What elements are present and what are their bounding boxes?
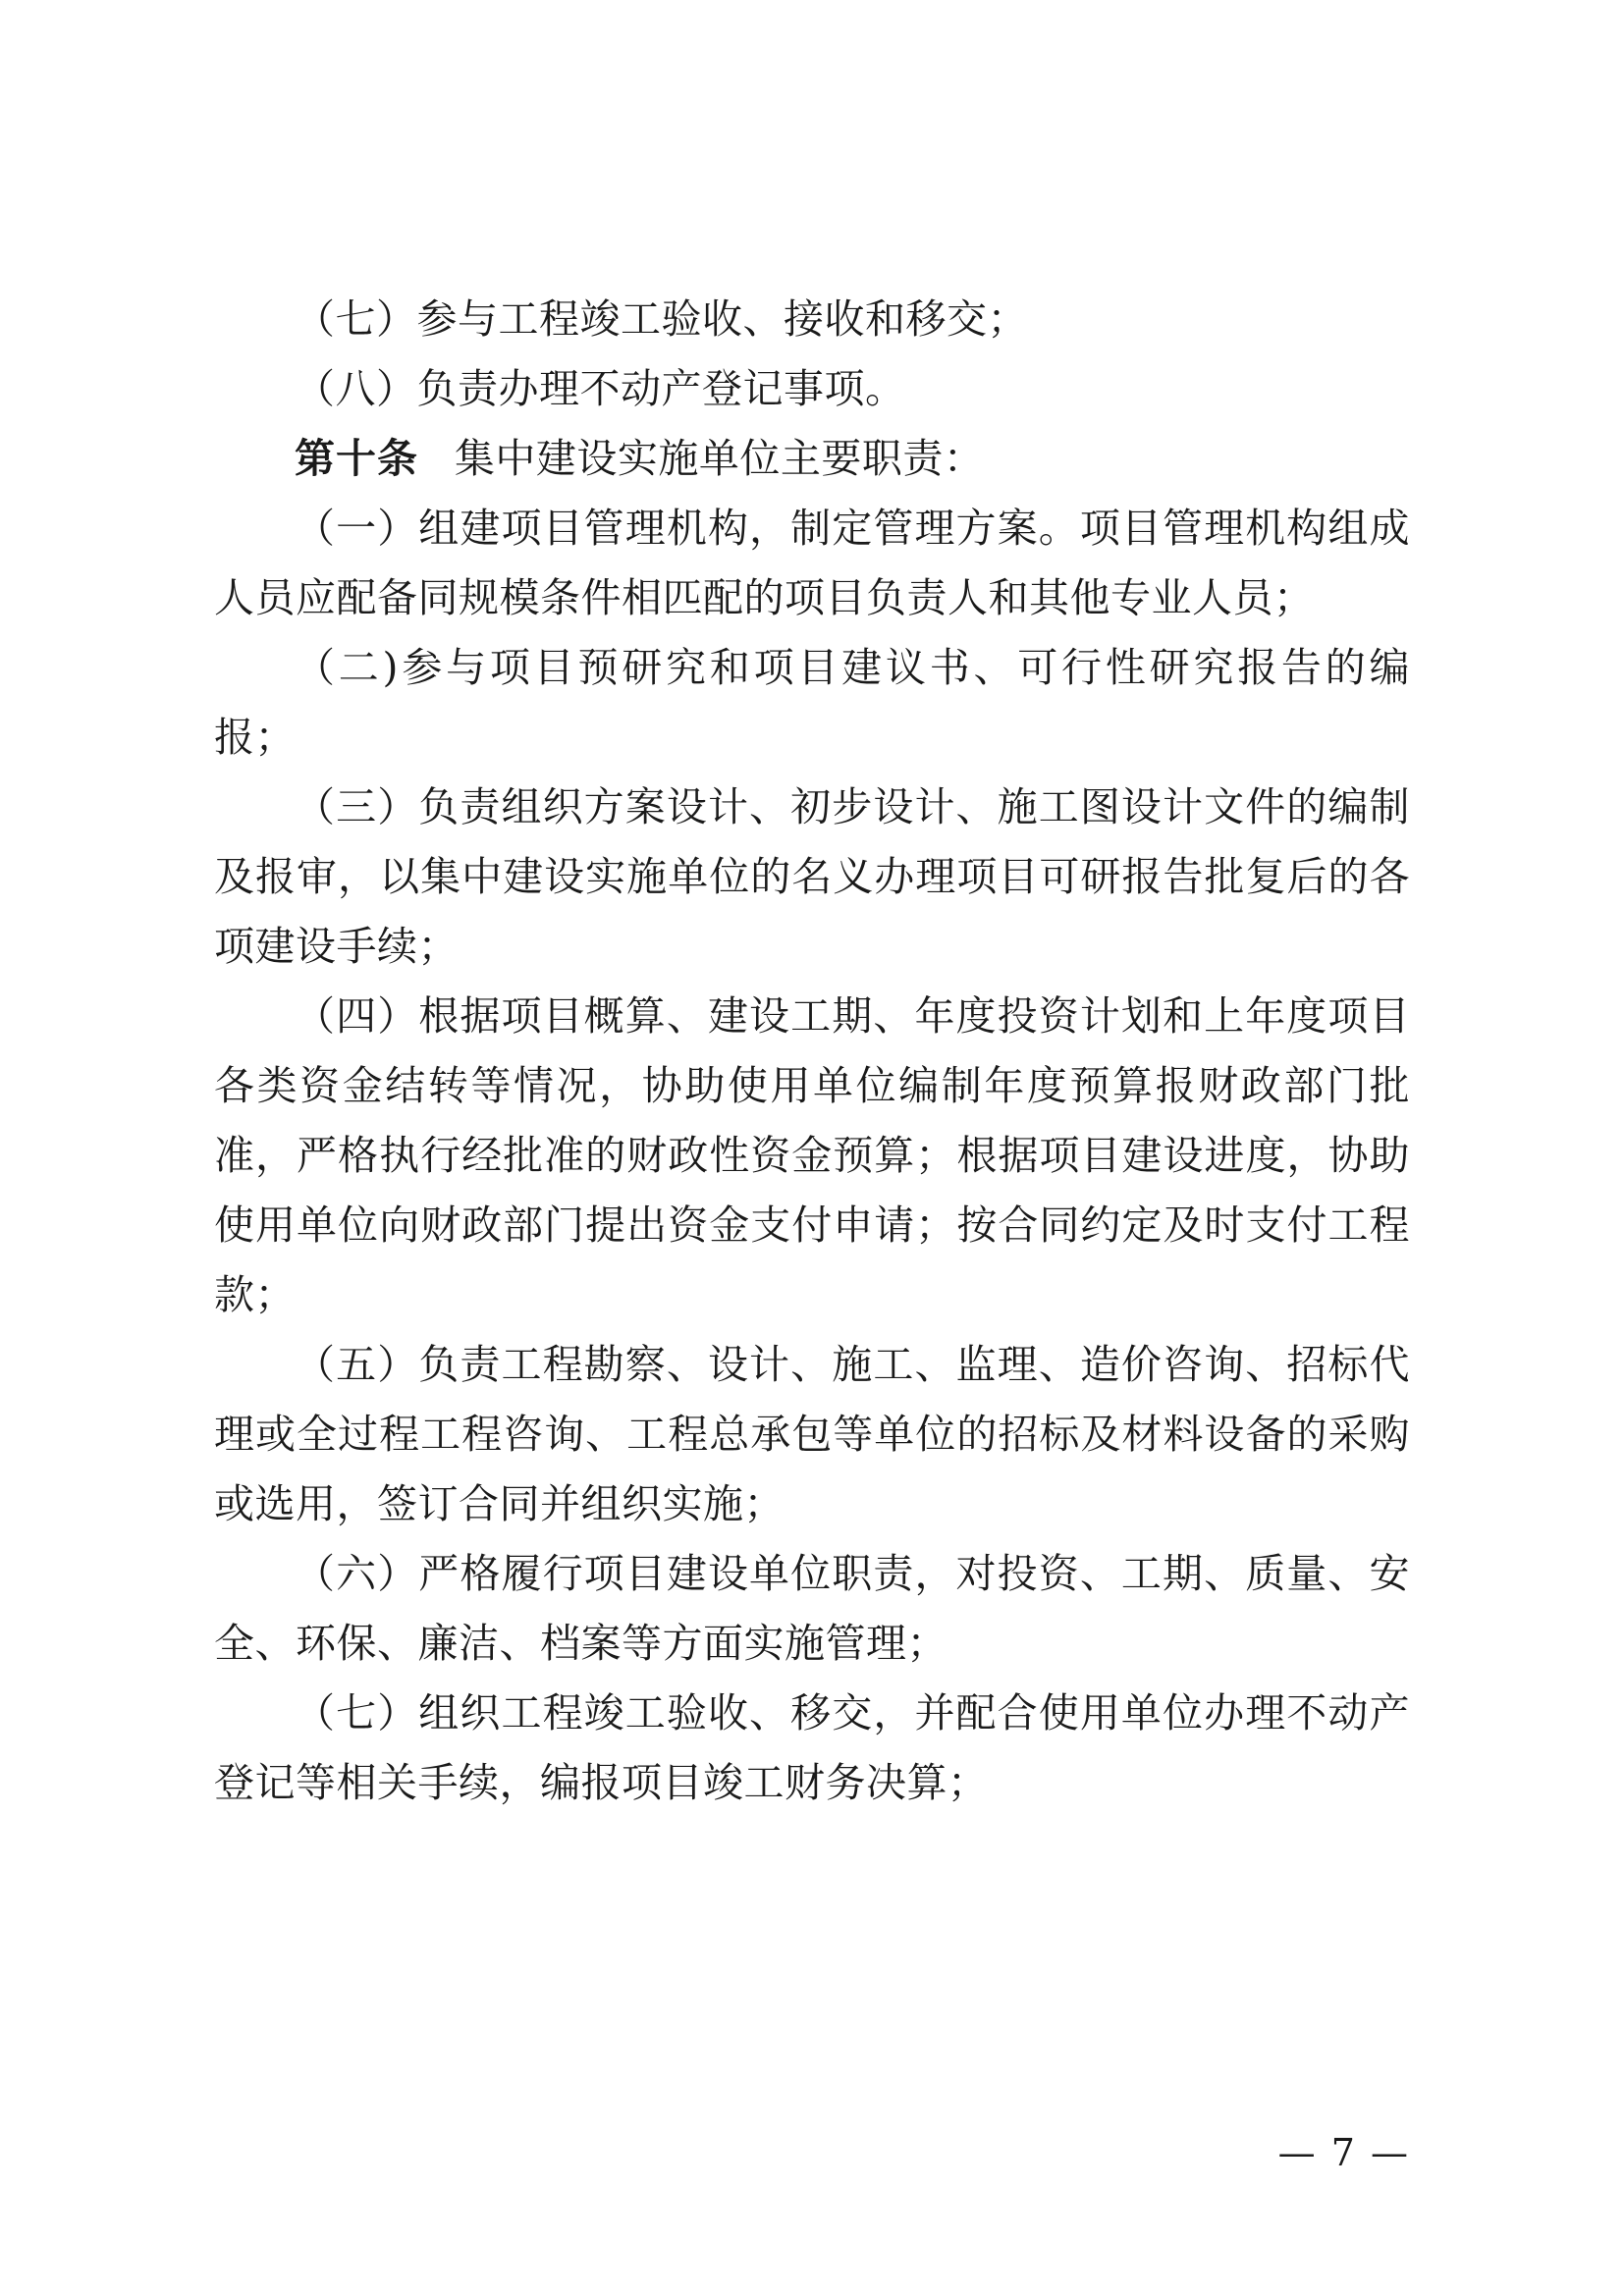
list-item: （三）负责组织方案设计、初步设计、施工图设计文件的编制及报审，以集中建设实施单位的名义办理项目可研报告批复后的各项建设手续； (214, 783, 1410, 970)
article-heading (214, 424, 1410, 494)
page-number: — 7 — (1277, 2131, 1410, 2174)
list-item: （七）组织工程竣工验收、移交，并配合使用单位办理不动产登记等相关手续，编报项目竣工财务决算； (214, 1689, 1410, 1806)
list-item: （六）严格履行项目建设单位职责，对投资、工期、质量、安全、环保、廉洁、档案等方面实施管理； (214, 1550, 1410, 1667)
article-heading-text: 集中建设实施单位主要职责： (454, 435, 985, 482)
list-item: （一）组建项目管理机构，制定管理方案。项目管理机构组成人员应配备同规模条件相匹配的项目负责人和其他专业人员； (214, 505, 1410, 621)
list-item: （四）根据项目概算、建设工期、年度投资计划和上年度项目各类资金结转等情况，协助使用单位编制年度预算报财政部门批准，严格执行经批准的财政性资金预算；根据项目建设进度，协助使用单位向财政部门提出资金支付申请；按合同约定及时支付工程款； (214, 992, 1410, 1318)
list-item: （七）参与工程竣工验收、接收和移交； (295, 295, 1028, 343)
list-item: （五）负责工程勘察、设计、施工、监理、造价咨询、招标代理或全过程工程咨询、工程总承包等单位的招标及材料设备的采购或选用，签订合同并组织实施； (214, 1341, 1410, 1527)
document-body (214, 285, 1410, 1818)
list-item: （二)参与项目预研究和项目建议书、可行性研究报告的编报； (214, 644, 1410, 761)
article-heading-label: 第十条 (295, 435, 418, 482)
list-item: （八）负责办理不动产登记事项。 (295, 365, 906, 412)
